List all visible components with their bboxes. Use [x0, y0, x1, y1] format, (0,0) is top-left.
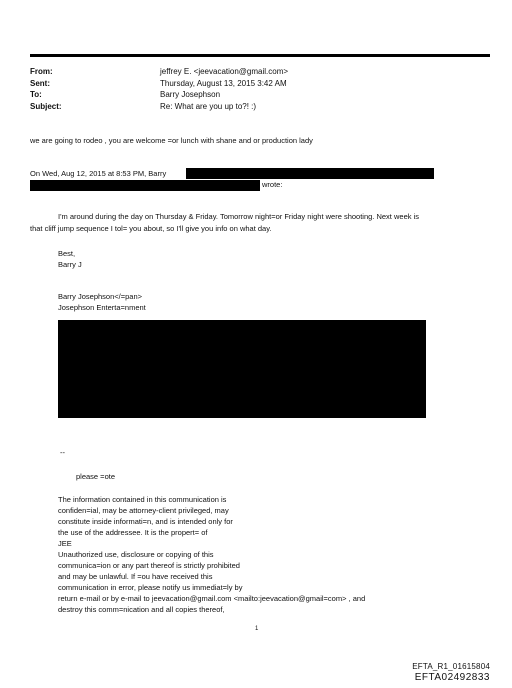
wrote-label: wrote:	[262, 180, 283, 189]
sent-row	[30, 78, 490, 90]
footer-id-1: EFTA_R1_01615804	[412, 662, 490, 671]
disclaimer-line: The information contained in this communication is	[58, 495, 227, 504]
subject-label: Subject:	[30, 101, 62, 111]
sign-off-best: Best,	[58, 249, 76, 258]
footer-id-2: EFTA02492833	[414, 672, 490, 683]
disclaimer-line: confiden=ial, may be attorney-client privileged, may	[58, 506, 229, 515]
sent-label: Sent:	[30, 78, 50, 88]
from-row	[30, 66, 490, 78]
disclaimer-line: JEE	[58, 539, 72, 548]
please-note: please =ote	[76, 472, 115, 481]
email-header	[30, 66, 490, 112]
disclaimer-line: Unauthorized use, disclosure or copying of this	[58, 550, 214, 559]
header-rule	[30, 54, 490, 57]
separator-dashes: --	[60, 448, 65, 457]
redaction-bar-1	[186, 168, 434, 179]
subject-value: Re: What are you up to?! :)	[160, 101, 257, 111]
sign-off-name: Barry J	[58, 260, 82, 269]
para1-line-b: that cliff jump sequence I tol= you about, so I'll give you info on what day.	[30, 224, 272, 233]
to-row	[30, 89, 490, 101]
quote-intro: On Wed, Aug 12, 2015 at 8:53 PM, Barry	[30, 169, 167, 178]
signature-company: Josephson Enterta=nment	[58, 303, 146, 312]
disclaimer-line: return e-mail or by e-mail to jeevacation@gmail.com <mailto:jeevacation@gmail=com> , and	[58, 594, 366, 603]
subject-row	[30, 101, 490, 113]
page-number: 1	[255, 626, 259, 632]
to-label: To:	[30, 90, 42, 99]
disclaimer-line: destroy this comm=nication and all copies thereof,	[58, 605, 225, 614]
disclaimer-line: and may be unlawful. If =ou have received this	[58, 572, 213, 581]
disclaimer-line: constitute inside informati=n, and is intended only for	[58, 517, 233, 526]
disclaimer-line: communication in error, please notify us immediat=ly by	[58, 583, 243, 592]
to-value: Barry Josephson	[160, 90, 221, 99]
from-label: From:	[30, 67, 53, 76]
sent-value: Thursday, August 13, 2015 3:42 AM	[160, 78, 287, 88]
redaction-bar-2	[30, 180, 260, 191]
disclaimer-line: communica=ion or any part thereof is strictly prohibited	[58, 561, 240, 570]
para1-line-a: I'm around during the day on Thursday & Friday. Tomorrow night=or Friday night were shooting. Next week is	[58, 212, 419, 221]
from-value: jeffrey E. <jeevacation@gmail.com>	[160, 67, 289, 76]
signature-name: Barry Josephson</=pan>	[58, 292, 143, 301]
redaction-block	[58, 320, 426, 418]
disclaimer-line: the use of the addressee. It is the propert= of	[58, 528, 208, 537]
body-line-1: we are going to rodeo , you are welcome =or lunch with shane and or production lady	[30, 136, 313, 145]
